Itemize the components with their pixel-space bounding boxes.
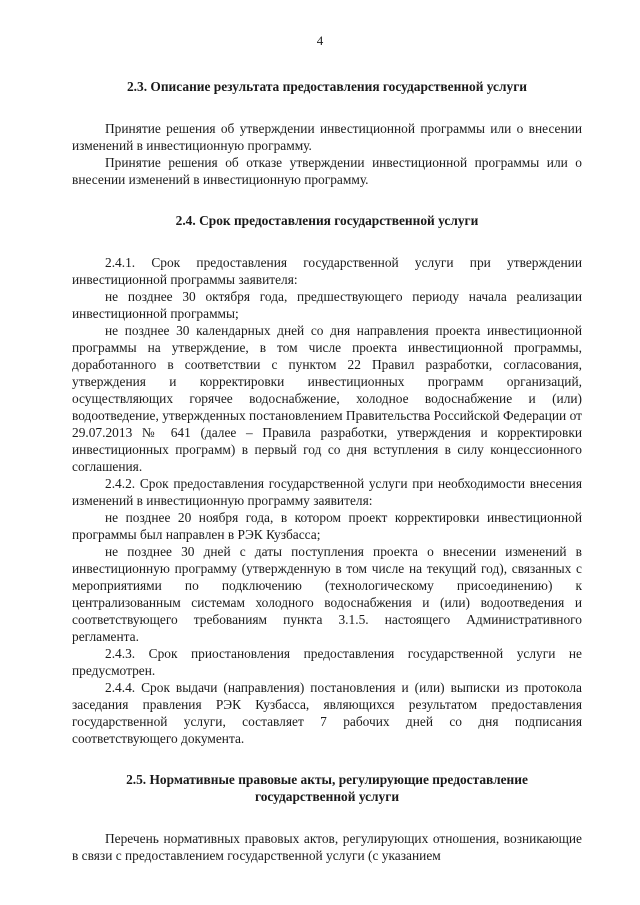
page-number: 4 — [316, 33, 324, 48]
section-2-4-paragraph: не позднее 30 календарных дней со дня направления проекта инвестиционной программы на утверждение, в том числе проекта инвестиционной программы, доработанного в соответствии с пунктом 22 Правил разработки, согласования, утверждения и корректировки инвестиционных программ организаций, осуществляющих горячее водоснабжение, холодное водоснабжение и (или) водоотведение, утвержденных постановлением Правительства Российской Федерации от 29.07.2013 № 641 (далее – Правила разработки, утверждения и корректировки инвестиционных программ) в первый год со дня вступления в силу концессионного соглашения. — [72, 323, 582, 474]
section-2-5-heading — [72, 771, 582, 805]
section-2-3-paragraph: Принятие решения об утверждении инвестиционной программы или о внесении изменений в инвестиционную программу. — [72, 121, 582, 153]
section-2-4-paragraph: не позднее 30 октября года, предшествующего периоду начала реализации инвестиционной программы; — [72, 289, 582, 321]
section-2-4-paragraph: 2.4.3. Срок приостановления предоставления государственной услуги не предусмотрен. — [72, 646, 582, 678]
section-2-4-paragraph: не позднее 20 ноября года, в котором проект корректировки инвестиционной программы был направлен в РЭК Кузбасса; — [72, 510, 582, 542]
section-2-4-paragraph: не позднее 30 дней с даты поступления проекта о внесении изменений в инвестиционную программу (утвержденную в том числе на текущий год), связанных с мероприятиями по подключению (технологическому присоединению) к централизованным системам холодного водоснабжения и (или) водоотведения и соответствующего требованиям пункта 3.1.5. настоящего Административного регламента. — [72, 544, 582, 644]
section-2-5-heading-line-1: 2.5. Нормативные правовые акты, регулирующие предоставление — [126, 772, 528, 787]
section-2-5-paragraph: Перечень нормативных правовых актов, регулирующих отношения, возникающие в связи с предоставлением государственной услуги (с указанием — [72, 831, 582, 863]
section-2-3-paragraph: Принятие решения об отказе утверждении инвестиционной программы или о внесении изменений в инвестиционную программу. — [72, 155, 582, 187]
section-2-4-paragraph: 2.4.4. Срок выдачи (направления) постановления и (или) выписки из протокола заседания правления РЭК Кузбасса, являющихся результатом предоставления государственной услуги, составляет 7 рабочих дней со дня подписания соответствующего документа. — [72, 680, 582, 746]
section-2-4-heading: 2.4. Срок предоставления государственной услуги — [175, 213, 479, 228]
section-2-4-paragraph: 2.4.2. Срок предоставления государственной услуги при необходимости внесения изменений в инвестиционную программу заявителя: — [72, 476, 582, 508]
section-2-3-heading: 2.3. Описание результата предоставления государственной услуги — [126, 79, 528, 94]
section-2-4-paragraph: 2.4.1. Срок предоставления государственной услуги при утверждении инвестиционной программы заявителя: — [72, 255, 582, 287]
document-body — [72, 78, 582, 864]
section-2-5-heading-line-2: государственной услуги — [254, 789, 400, 804]
